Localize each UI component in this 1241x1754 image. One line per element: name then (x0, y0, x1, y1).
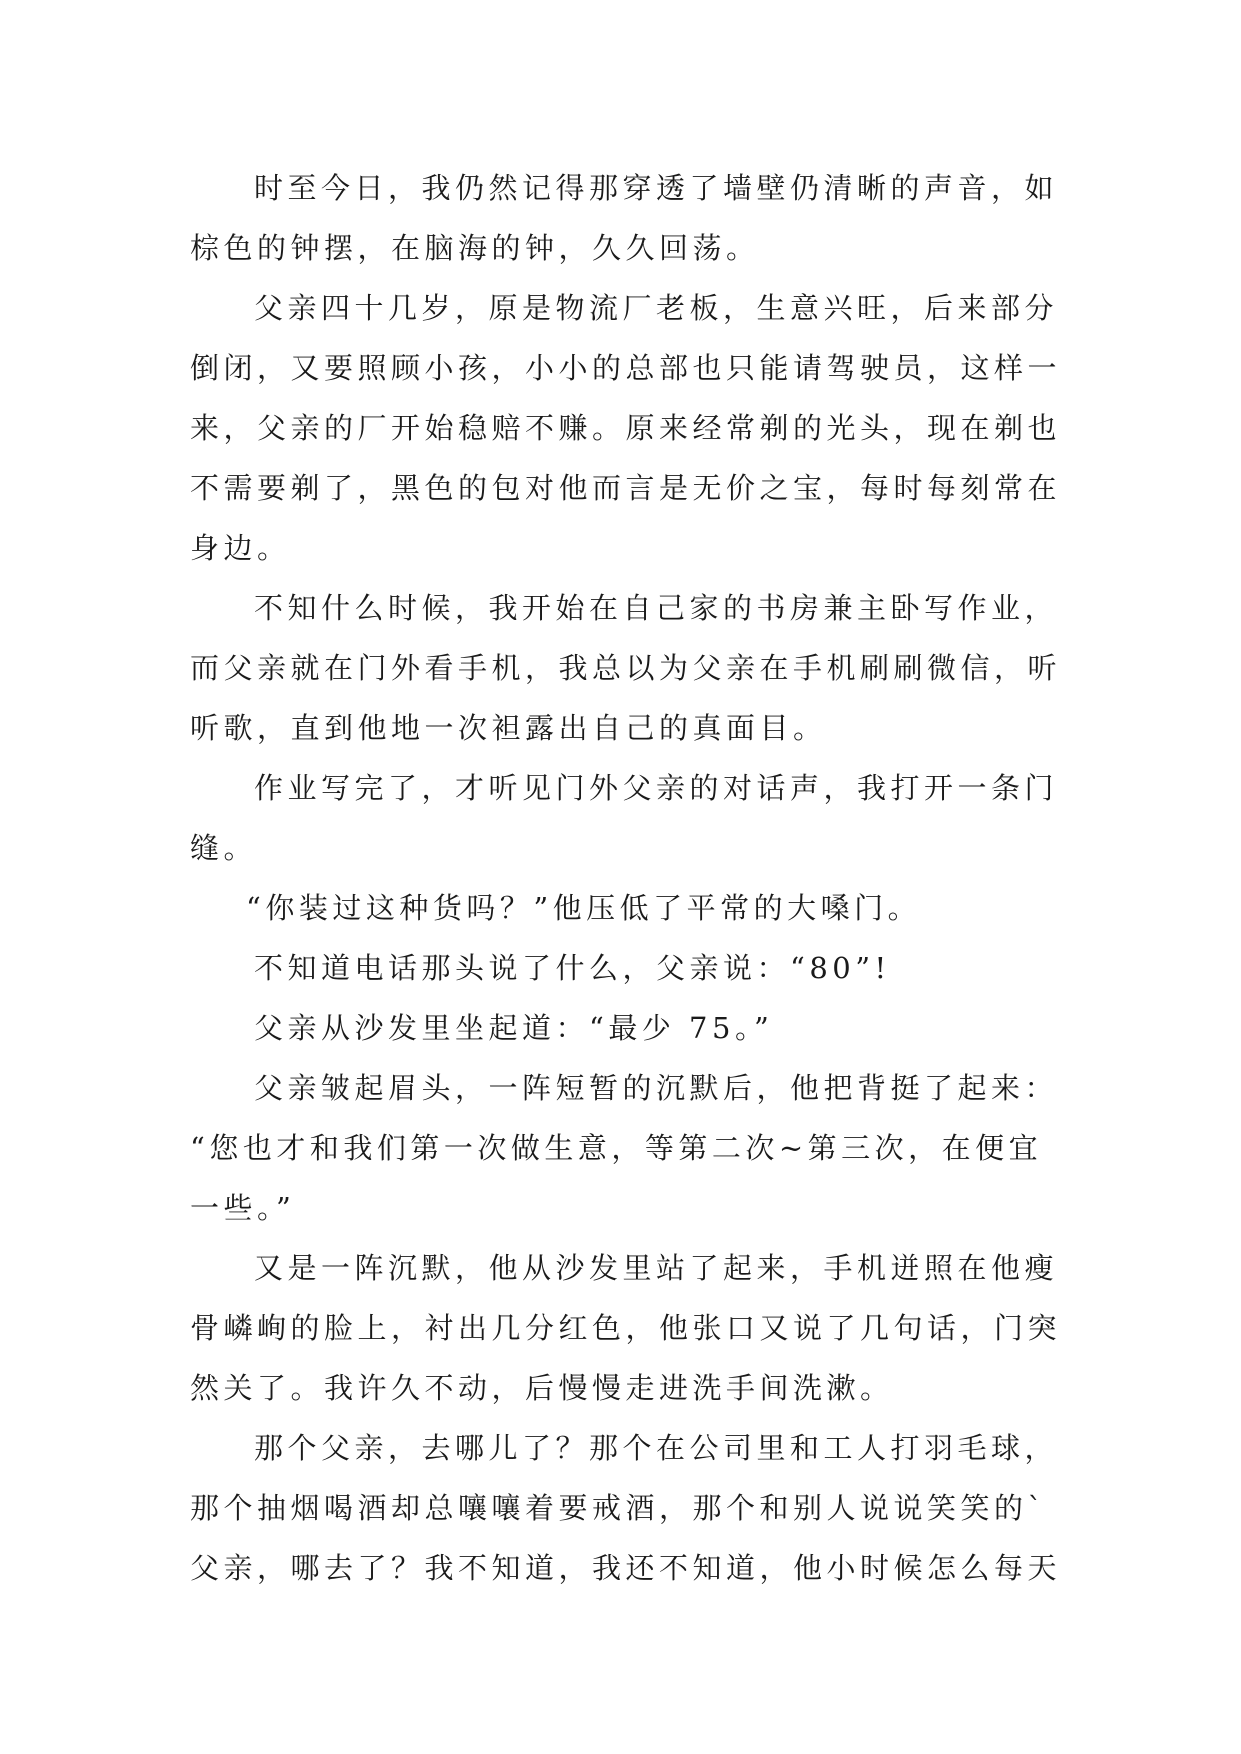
text-line: 父亲皱起眉头，一阵短暂的沉默后，他把背挺了起来： (254, 1071, 1059, 1105)
text-line: 而父亲就在门外看手机，我总以为父亲在手机刷刷微信，听 (190, 651, 1062, 685)
text-line: 又是一阵沉默，他从沙发里站了起来，手机迸照在他瘦 (254, 1251, 1059, 1285)
text-line: 不知什么时候，我开始在自己家的书房兼主卧写作业， (254, 591, 1059, 625)
text-line: 听歌，直到他地一次袒露出自己的真面目。 (190, 711, 827, 745)
text-line: 那个父亲，去哪儿了？那个在公司里和工人打羽毛球， (254, 1431, 1059, 1465)
text-line: 棕色的钟摆，在脑海的钟，久久回荡。 (190, 231, 760, 265)
text-line: 一些。” (190, 1191, 296, 1225)
text-line: 倒闭，又要照顾小孩，小小的总部也只能请驾驶员，这样一 (190, 351, 1062, 385)
text-line: “你装过这种货吗？”他压低了平常的大嗓门。 (246, 891, 922, 925)
text-line: 父亲，哪去了？我不知道，我还不知道，他小时候怎么每天 (190, 1551, 1062, 1585)
text-line: “您也才和我们第一次做生意，等第二次~第三次，在便宜 (190, 1131, 1043, 1165)
text-line: 来，父亲的厂开始稳赔不赚。原来经常剃的光头，现在剃也 (190, 411, 1062, 445)
document-body (190, 158, 1062, 1598)
text-line: 缝。 (190, 831, 258, 865)
text-line: 父亲四十几岁，原是物流厂老板，生意兴旺，后来部分 (254, 291, 1059, 325)
text-line: 然关了。我许久不动，后慢慢走进洗手间洗漱。 (190, 1371, 894, 1405)
text-line: 作业写完了，才听见门外父亲的对话声，我打开一条门 (254, 771, 1059, 805)
text-line: 时至今日，我仍然记得那穿透了墙壁仍清晰的声音，如 (254, 171, 1059, 205)
text-line: 身边。 (190, 531, 291, 565)
text-line: 不知道电话那头说了什么，父亲说：“80”! (254, 951, 891, 985)
text-line: 那个抽烟喝酒却总嚷嚷着要戒酒，那个和别人说说笑笑的` (190, 1491, 1047, 1525)
text-line: 父亲从沙发里坐起道：“最少 75。” (254, 1011, 774, 1045)
text-line: 不需要剃了，黑色的包对他而言是无价之宝，每时每刻常在 (190, 471, 1062, 505)
text-line: 骨嶙峋的脸上，衬出几分红色，他张口又说了几句话，门突 (190, 1311, 1062, 1345)
